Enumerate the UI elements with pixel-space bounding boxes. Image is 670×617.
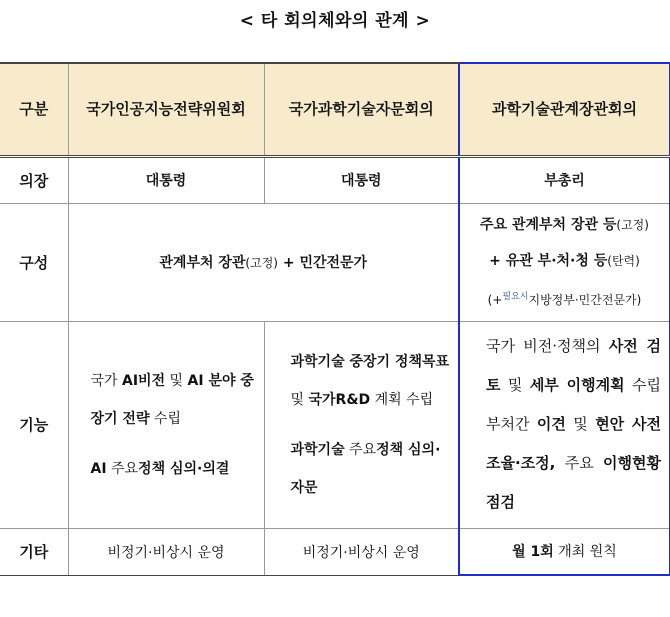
function-c3-bold: 이견: [536, 415, 566, 433]
etc-science-advisory: 비정기·비상시 운영: [264, 528, 459, 575]
composition-c3-line3: 지방정부·민간전문가): [528, 292, 642, 307]
header-row: [0, 63, 670, 156]
table-row-etc: [0, 528, 670, 575]
composition-c3-line2: + 유관 부·처·청 등: [489, 252, 608, 269]
function-c3-text: 주요: [555, 454, 604, 472]
function-ministers-meeting: [459, 321, 670, 528]
composition-main: 관계부처 장관: [159, 255, 246, 271]
header-science-advisory: 국가과학기술자문회의: [264, 63, 459, 156]
function-c1-text: 국가: [90, 372, 122, 389]
function-c2-text: 주요: [344, 441, 377, 458]
composition-c3-line1: 주요 관계부처 장관 등: [480, 216, 617, 233]
function-c3-bold: 현안 사전 조율·조정,: [486, 415, 662, 472]
row-label-function: 기능: [0, 321, 68, 528]
composition-c3-if-needed: 필요시: [502, 291, 529, 302]
row-label-chair: 의장: [0, 156, 68, 203]
chair-ministers-meeting: 부총리: [459, 156, 670, 203]
chair-science-advisory: 대통령: [264, 156, 459, 203]
table-row-function: [0, 321, 670, 528]
page-title: < 타 회의체와의 관계 >: [239, 11, 431, 31]
function-c3-bold: 이행현황 점검: [486, 454, 661, 511]
chair-ai-committee: 대통령: [68, 156, 264, 203]
row-label-etc: 기타: [0, 528, 68, 575]
function-c2-text: 계획 수립: [370, 391, 434, 408]
composition-c3-open: (+: [487, 292, 503, 307]
function-c3-text: 수립 부처간: [486, 376, 662, 433]
function-c1-bold: AI 분야 중장기 전략: [90, 372, 254, 427]
function-c1-text: 수립: [149, 410, 181, 427]
etc-c3-text: 개최 원칙: [553, 544, 617, 561]
function-c2-bold: 국가R&D: [308, 391, 371, 408]
function-science-advisory: [264, 321, 459, 528]
function-c1-bold: AI비전: [122, 372, 166, 389]
comparison-table: [0, 62, 670, 576]
header-category: 구분: [0, 63, 68, 156]
etc-c3-bold: 월 1회: [512, 544, 554, 561]
function-c3-text: 및: [565, 415, 596, 433]
etc-ai-committee: 비정기·비상시 운영: [68, 528, 264, 575]
composition-c3-flexible: (탄력): [607, 253, 640, 268]
function-c2-bold: 과학기술 중장기 정책목표: [290, 353, 450, 370]
function-c1-bold: 정책 심의·의결: [138, 460, 230, 477]
function-c2-bold: 정책 심의·자문: [290, 441, 441, 496]
row-label-composition: 구성: [0, 203, 68, 321]
function-ai-committee: [68, 321, 264, 528]
composition-plus: + 민간전문가: [277, 255, 368, 271]
composition-ministers-meeting: [459, 203, 670, 321]
etc-ministers-meeting: [459, 528, 670, 575]
header-ai-committee: 국가인공지능전략위원회: [68, 63, 264, 156]
header-ministers-meeting: 과학기술관계장관회의: [459, 63, 670, 156]
composition-c3-fixed: (고정): [616, 217, 649, 232]
function-c3-text: 국가 비전·정책의: [486, 337, 609, 355]
table-row-chair: [0, 156, 670, 203]
function-c1-bold: AI: [90, 460, 107, 477]
function-c2-bold: 과학기술: [290, 441, 345, 458]
function-c2-text: 및: [290, 391, 309, 408]
function-c3-bold: 세부 이행계획: [529, 376, 625, 394]
table-row-composition: [0, 203, 670, 321]
function-c1-text: 주요: [106, 460, 139, 477]
composition-shared: [68, 203, 459, 321]
function-c1-text: 및: [165, 372, 188, 389]
composition-fixed-note: (고정): [245, 256, 278, 270]
function-c3-text: 및: [500, 376, 530, 394]
function-c3-bold: 사전 검토: [486, 337, 661, 394]
